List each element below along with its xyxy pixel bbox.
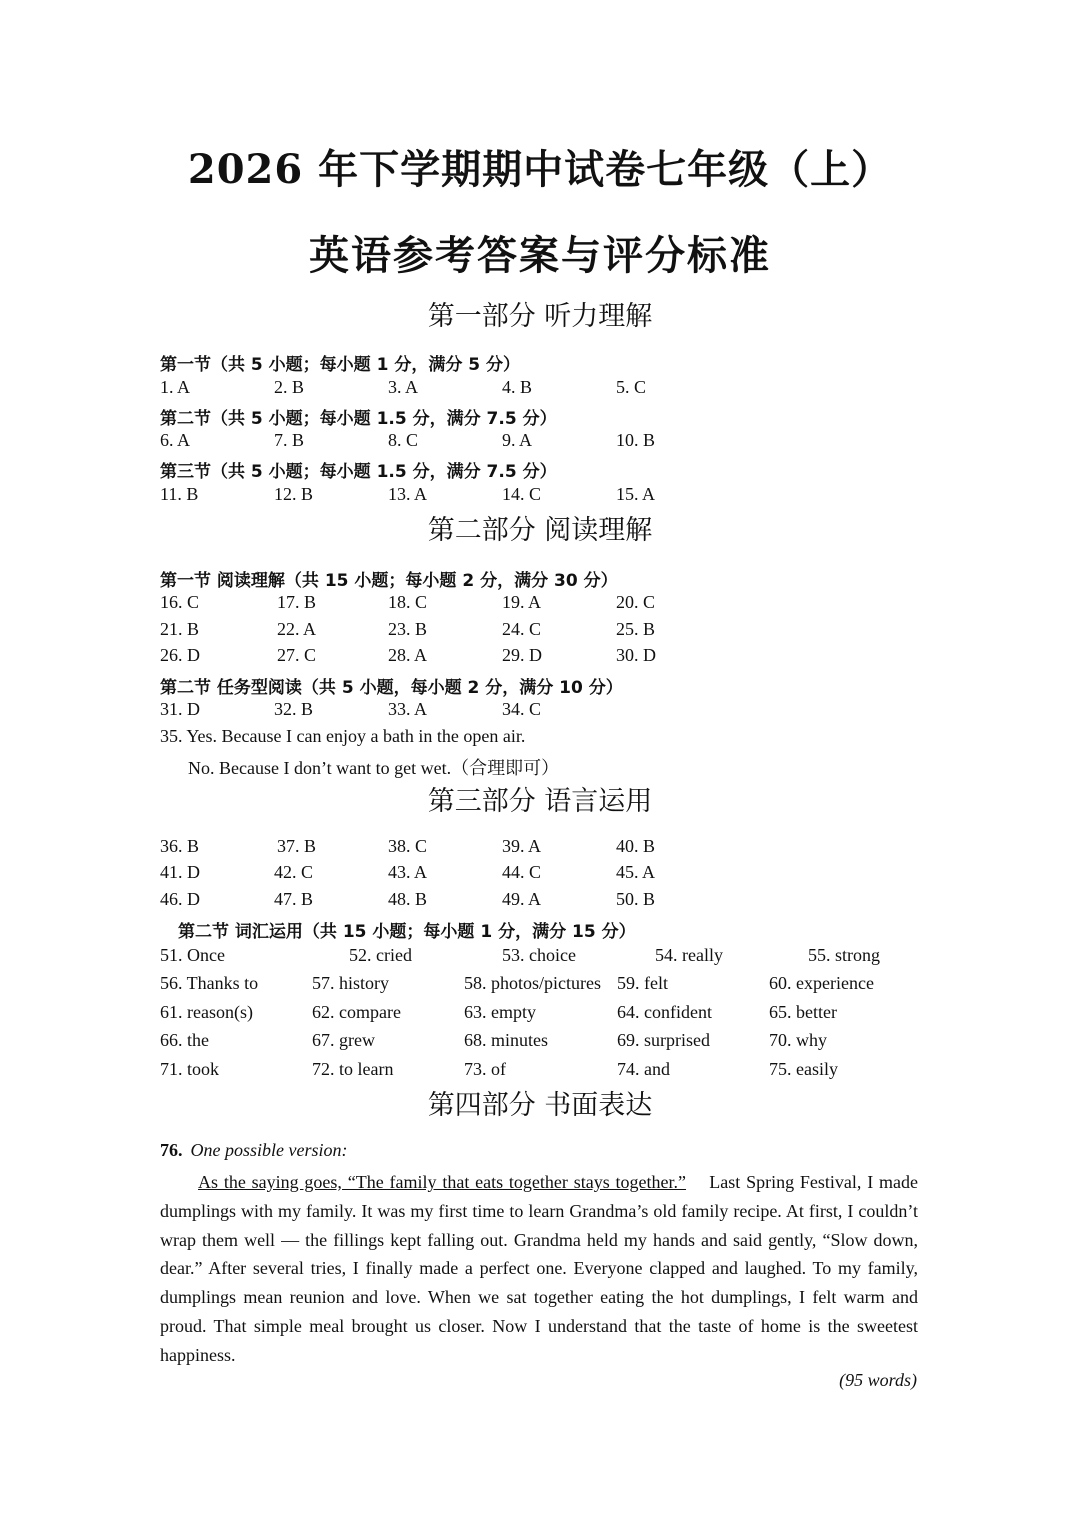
answer-row xyxy=(0,1002,1080,1026)
answer-item: 29. D xyxy=(502,645,542,665)
part1-sec2-label: 第二节（共 5 小题；每小题 1.5 分，满分 7.5 分） xyxy=(160,409,557,429)
answer-item: 11. B xyxy=(160,484,199,504)
answer-item: 67. grew xyxy=(312,1030,375,1050)
answer-item: 75. easily xyxy=(769,1059,838,1079)
answer-item: 1. A xyxy=(160,377,191,397)
essay-version-label: One possible version: xyxy=(190,1140,348,1160)
part3-sec2-label: 第二节 词汇运用（共 15 小题；每小题 1 分，满分 15 分） xyxy=(178,922,636,942)
answer-item: 56. Thanks to xyxy=(160,973,259,993)
answer-item: 59. felt xyxy=(617,973,668,993)
answer-row xyxy=(0,836,1080,860)
answer-item: 7. B xyxy=(274,430,305,450)
answer-item: 16. C xyxy=(160,592,200,612)
answer-item: 53. choice xyxy=(502,945,576,965)
answer-item: 51. Once xyxy=(160,945,225,965)
answer-item: 74. and xyxy=(617,1059,670,1079)
answer-row xyxy=(0,377,1080,401)
answer-row xyxy=(0,973,1080,997)
page-title: 2026 年下学期期中试卷七年级（上） xyxy=(187,146,893,193)
answer-item: 63. empty xyxy=(464,1002,536,1022)
answer-item: 19. A xyxy=(502,592,542,612)
answer-item: 46. D xyxy=(160,889,200,909)
answer-item: 23. B xyxy=(388,619,428,639)
answer-row xyxy=(0,945,1080,969)
answer-item: 34. C xyxy=(502,699,542,719)
q35-answer-yes: 35. Yes. Because I can enjoy a bath in the open air. xyxy=(160,726,526,746)
answer-item: 8. C xyxy=(388,430,419,450)
answer-item: 30. D xyxy=(616,645,656,665)
answer-row xyxy=(0,645,1080,669)
answer-item: 31. D xyxy=(160,699,200,719)
answer-item: 73. of xyxy=(464,1059,506,1079)
answer-item: 20. C xyxy=(616,592,656,612)
answer-row xyxy=(0,699,1080,723)
answer-item: 64. confident xyxy=(617,1002,712,1022)
answer-row xyxy=(0,619,1080,643)
answer-item: 39. A xyxy=(502,836,542,856)
answer-item: 38. C xyxy=(388,836,428,856)
answer-item: 25. B xyxy=(616,619,656,639)
answer-row xyxy=(0,889,1080,913)
answer-item: 37. B xyxy=(277,836,317,856)
answer-item: 10. B xyxy=(616,430,656,450)
answer-item: 27. C xyxy=(277,645,317,665)
answer-item: 50. B xyxy=(616,889,656,909)
answer-item: 12. B xyxy=(274,484,314,504)
answer-item: 44. C xyxy=(502,862,542,882)
essay-label xyxy=(160,1140,347,1161)
answer-item: 40. B xyxy=(616,836,656,856)
essay-saying: As the saying goes, “The family that eats together stays together.” xyxy=(198,1172,687,1192)
answer-item: 22. A xyxy=(277,619,317,639)
answer-item: 69. surprised xyxy=(617,1030,710,1050)
answer-item: 17. B xyxy=(277,592,317,612)
answer-item: 14. C xyxy=(502,484,542,504)
answer-item: 66. the xyxy=(160,1030,209,1050)
page-subtitle: 英语参考答案与评分标准 xyxy=(309,232,771,279)
answer-item: 32. B xyxy=(274,699,314,719)
answer-item: 21. B xyxy=(160,619,200,639)
part2-sec1-label: 第一节 阅读理解（共 15 小题；每小题 2 分，满分 30 分） xyxy=(160,571,618,591)
answer-item: 57. history xyxy=(312,973,390,993)
part1-heading: 第一部分 听力理解 xyxy=(427,301,653,332)
answer-item: 36. B xyxy=(160,836,200,856)
answer-item: 6. A xyxy=(160,430,191,450)
answer-item: 54. really xyxy=(655,945,723,965)
answer-item: 24. C xyxy=(502,619,542,639)
answer-item: 28. A xyxy=(388,645,428,665)
answer-item: 3. A xyxy=(388,377,419,397)
answer-item: 62. compare xyxy=(312,1002,401,1022)
answer-item: 45. A xyxy=(616,862,656,882)
part2-sec2-label: 第二节 任务型阅读（共 5 小题，每小题 2 分，满分 10 分） xyxy=(160,678,623,698)
answer-item: 42. C xyxy=(274,862,314,882)
answer-item: 68. minutes xyxy=(464,1030,548,1050)
answer-row xyxy=(0,592,1080,616)
sample-essay xyxy=(160,1168,918,1370)
answer-row xyxy=(0,862,1080,886)
answer-item: 2. B xyxy=(274,377,305,397)
answer-item: 47. B xyxy=(274,889,314,909)
answer-row xyxy=(0,1059,1080,1083)
answer-row xyxy=(0,484,1080,508)
answer-item: 72. to learn xyxy=(312,1059,394,1079)
question-number: 76. xyxy=(160,1140,183,1160)
answer-item: 49. A xyxy=(502,889,542,909)
answer-row xyxy=(0,430,1080,454)
answer-item: 70. why xyxy=(769,1030,827,1050)
part1-sec3-label: 第三节（共 5 小题；每小题 1.5 分，满分 7.5 分） xyxy=(160,462,557,482)
answer-item: 26. D xyxy=(160,645,200,665)
answer-item: 61. reason(s) xyxy=(160,1002,253,1022)
q35-answer-no: No. Because I don’t want to get wet.（合理即可） xyxy=(188,758,560,778)
part4-heading: 第四部分 书面表达 xyxy=(427,1090,653,1121)
word-count: (95 words) xyxy=(839,1370,917,1390)
answer-item: 55. strong xyxy=(808,945,880,965)
answer-item: 9. A xyxy=(502,430,533,450)
answer-item: 48. B xyxy=(388,889,428,909)
answer-row xyxy=(0,1030,1080,1054)
answer-item: 41. D xyxy=(160,862,200,882)
answer-item: 65. better xyxy=(769,1002,837,1022)
answer-item: 43. A xyxy=(388,862,428,882)
answer-item: 33. A xyxy=(388,699,428,719)
answer-item: 52. cried xyxy=(349,945,412,965)
answer-item: 18. C xyxy=(388,592,428,612)
answer-item: 71. took xyxy=(160,1059,220,1079)
answer-item: 4. B xyxy=(502,377,533,397)
essay-body: Last Spring Festival, I made dumplings with my family. It was my first time to learn Grandma’s old family recipe. At first, I couldn’t wrap them well — the fillings kept falling out. Grandma held my hands and said gently, “Slow down, dear.” After several tries, I finally made a perfect one. Everyone clapped and laughed. To my family, dumplings mean reunion and love. When we sat together eating the hot dumplings, I felt warm and proud. That simple meal brought us closer. Now I understand that the taste of home is the sweetest happiness. xyxy=(160,1172,919,1365)
part3-heading: 第三部分 语言运用 xyxy=(427,786,653,817)
part2-heading: 第二部分 阅读理解 xyxy=(427,515,653,546)
part1-sec1-label: 第一节（共 5 小题；每小题 1 分，满分 5 分） xyxy=(160,355,520,375)
answer-item: 58. photos/pictures xyxy=(464,973,601,993)
answer-item: 60. experience xyxy=(769,973,874,993)
answer-item: 13. A xyxy=(388,484,428,504)
answer-item: 15. A xyxy=(616,484,656,504)
answer-item: 5. C xyxy=(616,377,647,397)
